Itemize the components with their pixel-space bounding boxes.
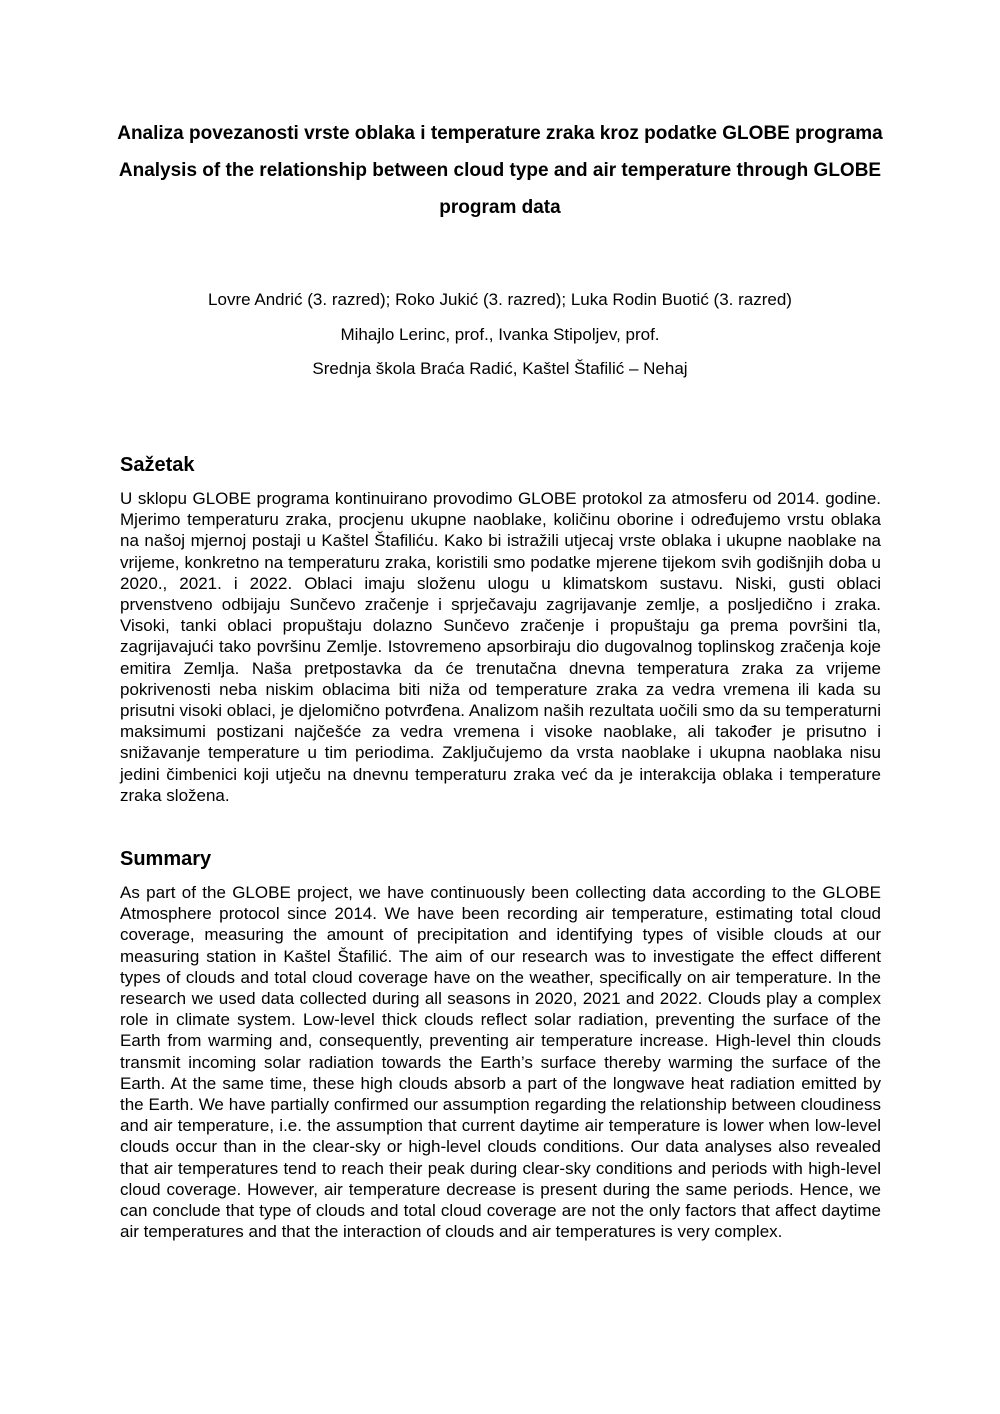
summary-heading: Summary <box>120 848 212 870</box>
title-croatian: Analiza povezanosti vrste oblaka i temperature zraka kroz podatke GLOBE programa <box>117 123 883 144</box>
summary-text: As part of the GLOBE project, we have continuously been collecting data according to the GLOBE Atmosphere protocol since 2014. We have been recording air temperature, estimating total cloud coverage, measuring the amount of precipitation and identifying types of visible clouds at our measuring station in Kaštel Štafilić. The aim of our research was to investigate the effect different types of clouds and total cloud coverage have on the weather, specifically on air temperature. In the research we used data collected during all seasons in 2020, 2021 and 2022. Clouds play a complex role in climate system. Low-level thick clouds reflect solar radiation, preventing the surface of the Earth from warming and, consequently, preventing air temperature increase. High-level thin clouds transmit incoming solar radiation towards the Earth’s surface thereby warming the surface of the Earth. At the same time, these high clouds absorb a part of the longwave heat radiation emitted by the Earth. We have partially confirmed our assumption regarding the relationship between cloudiness and air temperature, i.e. the assumption that current daytime air temperature is lower when low-level clouds occur than in the clear-sky or high-level clouds conditions. Our data analyses also revealed that air temperatures tend to reach their peak during clear-sky conditions and periods with high-level cloud coverage. However, air temperature decrease is present during the same periods. Hence, we can conclude that type of clouds and total cloud coverage are not the only factors that affect daytime air temperatures and that the interaction of clouds and air temperatures is very complex. <box>120 883 881 1242</box>
mentor-authors: Mihajlo Lerinc, prof., Ivanka Stipoljev, prof. <box>340 324 660 344</box>
student-authors: Lovre Andrić (3. razred); Roko Jukić (3. razred); Luka Rodin Buotić (3. razred) <box>208 290 792 309</box>
author-info <box>110 283 890 387</box>
paper-title <box>110 115 890 226</box>
school-affiliation: Srednja škola Braća Radić, Kaštel Štafilić – Nehaj <box>312 359 688 378</box>
abstract-heading: Sažetak <box>120 454 195 476</box>
abstract-text: U sklopu GLOBE programa kontinuirano provodimo GLOBE protokol za atmosferu od 2014. godine. Mjerimo temperaturu zraka, procjenu ukupne naoblake, količinu oborine i određujemo vrstu oblaka na našoj mjernoj postaji u Kaštel Štafiliću. Kako bi istražili utjecaj vrste oblaka i ukupne naoblake na vrijeme, konkretno na temperaturu zraka, koristili smo podatke mjerene tijekom svih godišnjih doba u 2020., 2021. i 2022. Oblaci imaju složenu ulogu u klimatskom sustavu. Niski, gusti oblaci prvenstveno odbijaju Sunčevo zračenje i sprječavaju zagrijavanje zemlje, a posljedično i zraka. Visoki, tanki oblaci propuštaju dolazno Sunčevo zračenje i propuštaju ga prema površini tla, zagrijavajući tako površinu Zemlje. Istovremeno apsorbiraju dio dugovalnog toplinskog zračenja koje emitira Zemlja. Naša pretpostavka da će trenutačna dnevna temperatura zraka za vrijeme pokrivenosti neba niskim oblacima biti niža od temperature zraka za vedra vremena ili kada su prisutni visoki oblaci, je djelomično potvrđena. Analizom naših rezultata uočili smo da su temperaturni maksimumi postizani najčešće za vedra vremena i visoke naoblake, ali također je prisutno i snižavanje temperature u tim periodima. Zaključujemo da vrsta naoblake i ukupna naoblaka nisu jedini čimbenici koji utječu na dnevnu temperaturu zraka već da je interakcija oblaka i temperature zraka složena. <box>120 489 881 805</box>
title-english: Analysis of the relationship between cloud type and air temperature through GLOBE program data <box>118 160 882 218</box>
